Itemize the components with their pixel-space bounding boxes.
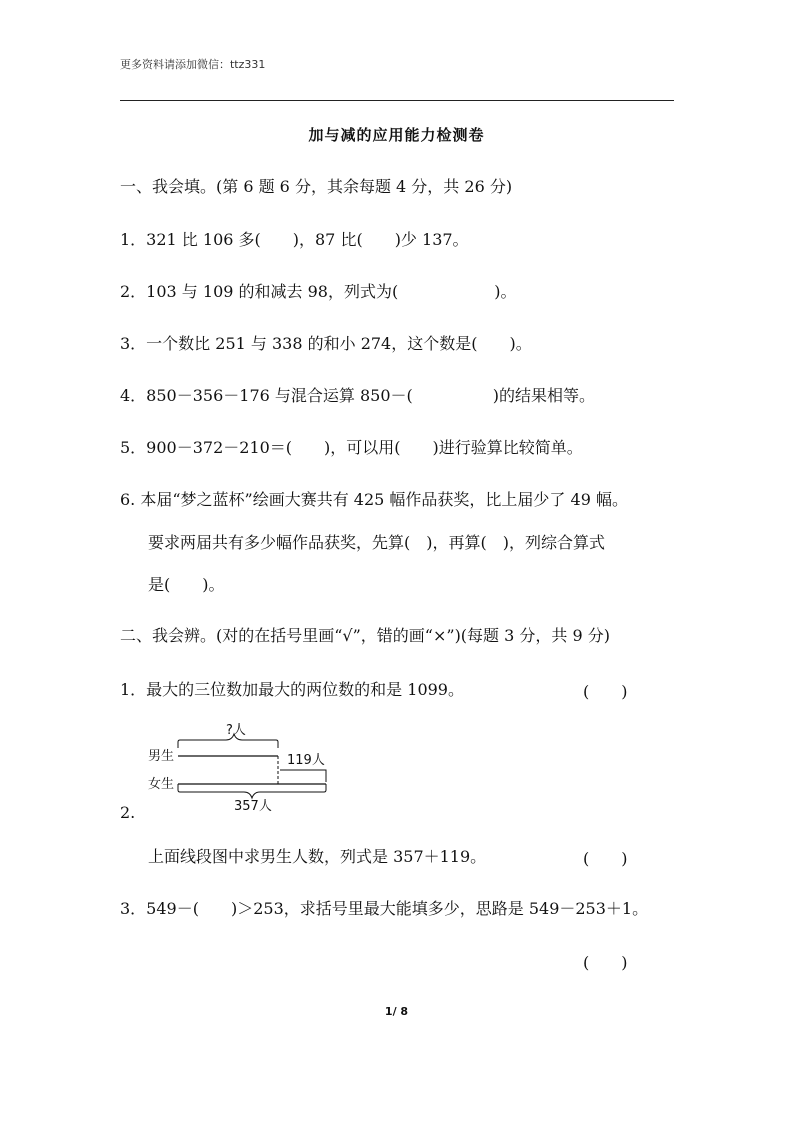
diagram-total-label: 357人 [234,799,272,814]
diagram-girls-label: 女生 [148,777,175,792]
answer-paren-2-2[interactable]: ( ) [583,849,628,868]
question-2-1: 1．最大的三位数加最大的两位数的和是 1099。 [120,680,464,699]
question-2-2: 上面线段图中求男生人数，列式是 357＋119。 [148,847,487,866]
diagram-diff-label: 119人 [287,753,325,768]
question-2-3: 3．549－( )＞253，求括号里最大能填多少，思路是 549－253＋1。 [120,899,649,918]
diagram-question-label: ?人 [226,723,246,738]
section-1-heading: 一、我会填。(第 6 题 6 分，其余每题 4 分，共 26 分) [120,177,513,196]
question-1-2: 2．103 与 109 的和减去 98，列式为( )。 [120,282,517,301]
question-1-3: 3．一个数比 251 与 338 的和小 274，这个数是( )。 [120,334,532,353]
question-1-6-line-2: 要求两届共有多少幅作品获奖，先算( )，再算( )，列综合算式 [148,533,605,552]
page-number: 1/ 8 [384,1005,409,1018]
question-1-6-line-1: 6. 本届“梦之蓝杯”绘画大赛共有 425 幅作品获奖，比上届少了 49 幅。 [120,490,628,509]
question-2-2-number: 2. [120,803,136,822]
answer-paren-2-3[interactable]: ( ) [583,953,628,972]
question-1-4: 4．850－356－176 与混合运算 850－( )的结果相等。 [120,386,595,405]
section-2-heading: 二、我会辨。(对的在括号里画“√”，错的画“×”)(每题 3 分，共 9 分) [120,626,610,645]
page-title: 加与减的应用能力检测卷 [308,126,485,144]
diagram-bottom-brace [178,784,326,798]
question-1-1: 1．321 比 106 多( )，87 比( )少 137。 [120,230,469,249]
answer-paren-2-1[interactable]: ( ) [583,682,628,701]
segment-diagram [146,718,336,814]
diagram-boys-label: 男生 [148,749,175,764]
header-divider [120,100,674,101]
page-header: 更多资料请添加微信：ttz331 [120,58,266,71]
question-1-6-line-3: 是( )。 [148,575,225,594]
diagram-diff-bracket [280,770,326,782]
question-1-5: 5．900－372－210＝( )，可以用( )进行验算比较简单。 [120,438,583,457]
